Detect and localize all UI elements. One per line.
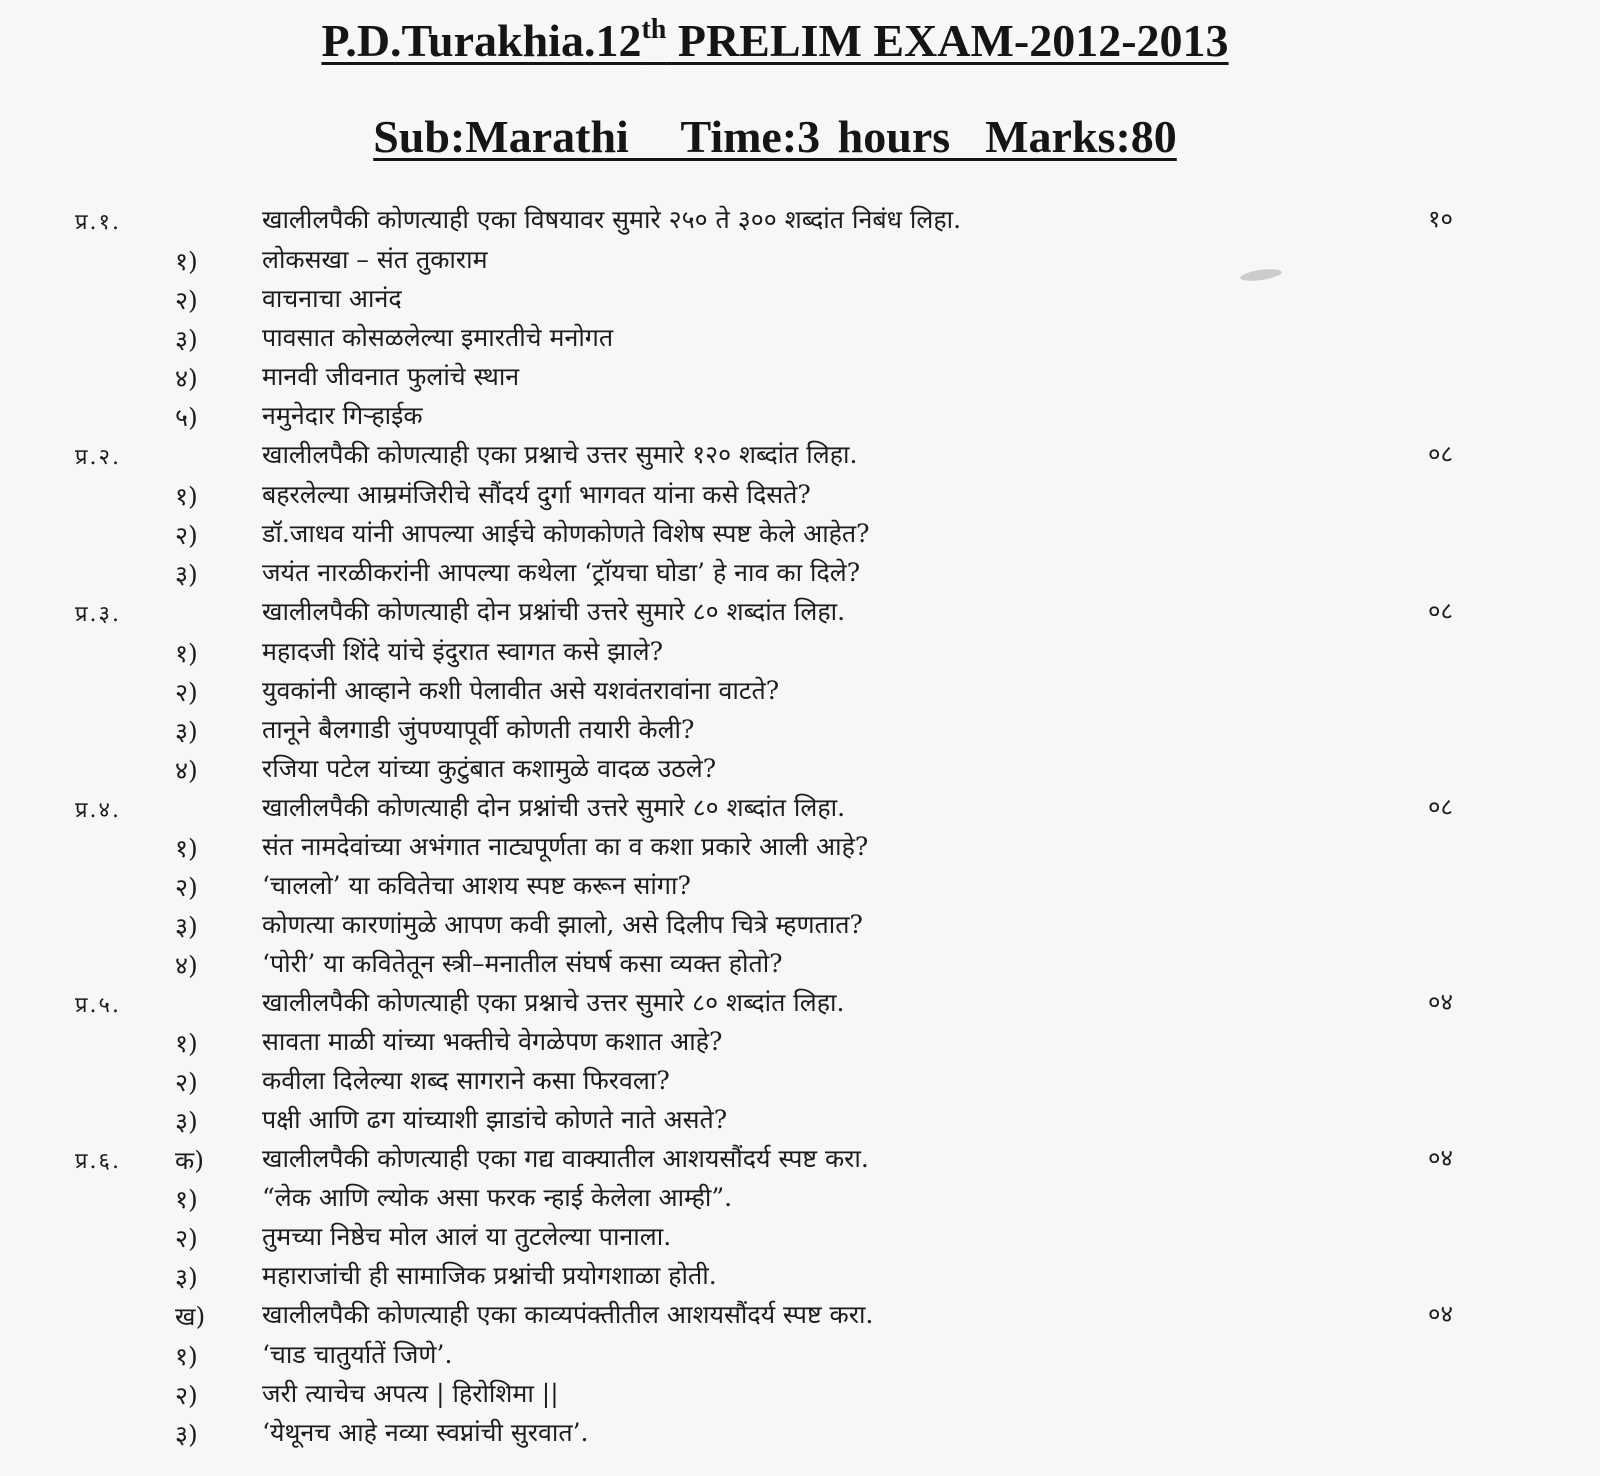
sub-question-row — [0, 1022, 1600, 1062]
sub-question-label: १) — [175, 639, 198, 668]
sub-question-label: ३) — [175, 912, 198, 941]
question-marks: ०४ — [1428, 1300, 1453, 1328]
question-text: लोकसखा – संत तुकाराम — [262, 245, 488, 274]
question-text: मानवी जीवनात फुलांचे स्थान — [262, 362, 520, 391]
question-text: तुमच्या निष्ठेच मोल आलं या तुटलेल्या पानाला. — [262, 1222, 672, 1251]
question-text: खालीलपैकी कोणत्याही दोन प्रश्नांची उत्तरे सुमारे ८० शब्दांत लिहा. — [262, 597, 846, 626]
sub-question-row — [0, 710, 1600, 750]
sub-question-label: ३) — [175, 1107, 198, 1136]
sub-question-row — [0, 1100, 1600, 1140]
sub-question-row — [0, 866, 1600, 906]
sub-question-label: १) — [175, 482, 198, 511]
sub-question-label: ३) — [175, 325, 198, 354]
question-text: महाराजांची ही सामाजिक प्रश्नांची प्रयोगशाळा होती. — [262, 1261, 717, 1290]
question-row — [0, 435, 1600, 475]
sub-question-label: २) — [175, 286, 198, 315]
question-text: “लेक आणि ल्योक असा फरक न्हाई केलेला आम्ही”. — [262, 1183, 733, 1212]
question-text: कवीला दिलेल्या शब्द सागराने कसा फिरवला? — [262, 1066, 670, 1095]
question-row — [0, 788, 1600, 828]
sub-question-label: क) — [175, 1146, 204, 1175]
question-text: डॉ.जाधव यांनी आपल्या आईचे कोणकोणते विशेष स्पष्ट केले आहेत? — [262, 519, 870, 548]
sub-question-row — [0, 1256, 1600, 1296]
sub-question-row — [0, 1413, 1600, 1453]
sub-question-label: ४) — [175, 364, 198, 393]
sub-question-row — [0, 632, 1600, 672]
sub-question-row — [0, 279, 1600, 319]
question-text: ‘चाललो’ या कवितेचा आशय स्पष्ट करून सांगा? — [262, 871, 691, 900]
sub-question-row — [0, 1295, 1600, 1335]
sub-question-row — [0, 475, 1600, 515]
question-text: वाचनाचा आनंद — [262, 284, 402, 313]
sub-question-row — [0, 1335, 1600, 1375]
question-text: खालीलपैकी कोणत्याही एका विषयावर सुमारे २५० ते ३०० शब्दांत निबंध लिहा. — [262, 205, 962, 234]
sub-question-label: २) — [175, 521, 198, 550]
question-row — [0, 1139, 1600, 1179]
sub-question-label: १) — [175, 247, 198, 276]
question-text: खालीलपैकी कोणत्याही दोन प्रश्नांची उत्तरे सुमारे ८० शब्दांत लिहा. — [262, 793, 846, 822]
question-row — [0, 983, 1600, 1023]
question-text: खालीलपैकी कोणत्याही एका काव्यपंक्तीतील आशयसौंदर्य स्पष्ट करा. — [262, 1300, 874, 1329]
exam-title-suffix: PRELIM EXAM-2012-2013 — [666, 15, 1229, 66]
sub-question-label: १) — [175, 1342, 198, 1371]
question-text: युवकांनी आव्हाने कशी पेलावीत असे यशवंतरावांना वाटते? — [262, 676, 780, 705]
sub-question-row — [0, 553, 1600, 593]
question-text: बहरलेल्या आम्रमंजिरीचे सौंदर्य दुर्गा भागवत यांना कसे दिसते? — [262, 480, 811, 509]
sub-question-row — [0, 396, 1600, 436]
sub-question-label: १) — [175, 1029, 198, 1058]
question-text: ‘पोरी’ या कवितेतून स्त्री–मनातील संघर्ष कसा व्यक्त होतो? — [262, 949, 783, 978]
sub-question-label: २) — [175, 1068, 198, 1097]
question-text: जरी त्याचेच अपत्य | हिरोशिमा || — [262, 1379, 559, 1408]
question-text: ‘येथूनच आहे नव्या स्वप्नांची सुरवात’. — [262, 1418, 589, 1447]
sub-question-row — [0, 1374, 1600, 1414]
sub-question-label: ३) — [175, 560, 198, 589]
question-row — [0, 200, 1600, 240]
sub-question-row — [0, 318, 1600, 358]
sub-question-row — [0, 944, 1600, 984]
question-marks: ०४ — [1428, 1144, 1453, 1172]
sub-question-label: २) — [175, 1224, 198, 1253]
sub-question-label: ३) — [175, 1420, 198, 1449]
sub-question-label: २) — [175, 678, 198, 707]
question-text: पक्षी आणि ढग यांच्याशी झाडांचे कोणते नाते असते? — [262, 1105, 728, 1134]
question-number: प्र.१. — [75, 210, 121, 235]
sub-question-label: २) — [175, 1381, 198, 1410]
question-marks: ०८ — [1428, 793, 1453, 821]
question-row — [0, 592, 1600, 632]
sub-question-row — [0, 357, 1600, 397]
exam-subtitle: Sub:Marathi Time:3 hours Marks:80 — [373, 111, 1177, 162]
sub-question-row — [0, 905, 1600, 945]
sub-question-label: ५) — [175, 403, 198, 432]
question-text: सावता माळी यांच्या भक्तीचे वेगळेपण कशात आहे? — [262, 1027, 723, 1056]
sub-question-row — [0, 749, 1600, 789]
question-text: महादजी शिंदे यांचे इंदुरात स्वागत कसे झाले? — [262, 637, 664, 666]
sub-question-label: १) — [175, 1185, 198, 1214]
question-text: तानूने बैलगाडी जुंपण्यापूर्वी कोणती तयारी केली? — [262, 715, 695, 744]
exam-title — [0, 14, 1550, 67]
question-number: प्र.३. — [75, 602, 121, 627]
question-text: खालीलपैकी कोणत्याही एका गद्य वाक्यातील आशयसौंदर्य स्पष्ट करा. — [262, 1144, 869, 1173]
sub-question-row — [0, 671, 1600, 711]
sub-question-label: ३) — [175, 717, 198, 746]
question-text: खालीलपैकी कोणत्याही एका प्रश्नाचे उत्तर सुमारे ८० शब्दांत लिहा. — [262, 988, 845, 1017]
question-text: ‘चाड चातुर्यातें जिणे’. — [262, 1340, 453, 1369]
sub-question-row — [0, 827, 1600, 867]
question-text: संत नामदेवांच्या अभंगात नाट्यपूर्णता का व कशा प्रकारे आली आहे? — [262, 832, 869, 861]
sub-question-row — [0, 240, 1600, 280]
question-text: रजिया पटेल यांच्या कुटुंबात कशामुळे वादळ उठले? — [262, 754, 717, 783]
sub-question-row — [0, 1061, 1600, 1101]
question-text: पावसात कोसळलेल्या इमारतीचे मनोगत — [262, 323, 614, 352]
question-number: प्र.५. — [75, 993, 121, 1018]
question-number: प्र.२. — [75, 445, 121, 470]
question-text: खालीलपैकी कोणत्याही एका प्रश्नाचे उत्तर सुमारे १२० शब्दांत लिहा. — [262, 440, 858, 469]
sub-question-row — [0, 1217, 1600, 1257]
question-number: प्र.६. — [75, 1149, 121, 1174]
sub-question-label: ४) — [175, 756, 198, 785]
question-marks: १० — [1428, 205, 1453, 233]
sub-question-label: २) — [175, 873, 198, 902]
sub-question-label: १) — [175, 834, 198, 863]
question-marks: ०४ — [1428, 988, 1453, 1016]
question-text: कोणत्या कारणांमुळे आपण कवी झालो, असे दिलीप चित्रे म्हणतात? — [262, 910, 863, 939]
exam-title-superscript: th — [641, 14, 667, 45]
question-number: प्र.४. — [75, 798, 121, 823]
exam-title-prefix: P.D.Turakhia.12 — [321, 15, 642, 66]
sub-question-label: ख) — [175, 1302, 206, 1331]
sub-question-row — [0, 514, 1600, 554]
question-text: नमुनेदार गिऱ्हाईक — [262, 401, 423, 430]
sub-question-label: ४) — [175, 951, 198, 980]
sub-question-row — [0, 1178, 1600, 1218]
question-text: जयंत नारळीकरांनी आपल्या कथेला ‘ट्रॉयचा घोडा’ हे नाव का दिले? — [262, 558, 861, 587]
question-marks: ०८ — [1428, 440, 1453, 468]
sub-question-label: ३) — [175, 1263, 198, 1292]
question-marks: ०८ — [1428, 597, 1453, 625]
